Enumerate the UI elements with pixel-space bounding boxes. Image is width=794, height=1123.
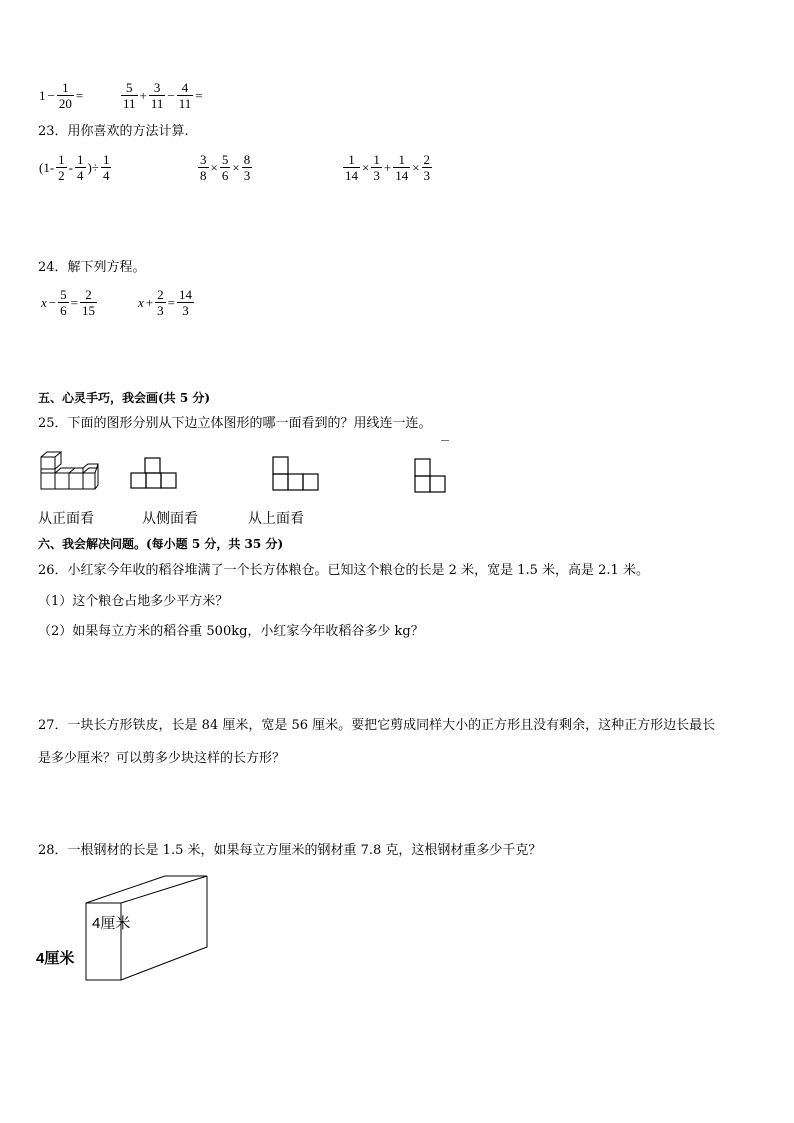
numerator: 1 [343,152,360,168]
operator: - [68,159,74,175]
q24-title: 24．解下列方程。 [38,260,146,275]
operator: + [139,87,147,103]
fraction [343,152,360,183]
variable: x [138,294,144,310]
denominator: 11 [150,96,164,111]
q26-sub1: （1）这个粮仓占地多少平方米？ [38,594,229,609]
steel-bar-figure [36,862,236,982]
equals-sign: = [75,87,84,103]
numerator: 1 [77,152,84,167]
operator: + [145,294,154,310]
fraction [57,80,74,111]
operator: − [167,87,175,103]
fraction [220,152,231,183]
numerator: 8 [243,152,251,167]
denominator: 3 [157,303,164,318]
equals-sign: = [195,87,203,103]
operator: × [362,159,370,175]
cube-stack-figure [38,451,100,491]
label-top-dimension: 4厘米 [92,915,131,932]
number: 1 [39,87,46,103]
q23-expr3 [342,152,433,183]
fraction [177,287,194,318]
denominator: 3 [373,168,380,183]
numerator: 14 [178,287,192,302]
denominator: 15 [81,303,95,318]
numerator: 2 [157,287,164,302]
denominator: 3 [243,168,251,183]
view-label-top: 从上面看 [248,511,304,527]
denominator: 20 [58,96,72,111]
q27-line2: 是多少厘米？可以剪多少块这样的长方形？ [38,751,286,766]
numerator: 1 [58,152,65,167]
denominator: 6 [60,303,67,318]
q27-line1: 27．一块长方形铁皮，长是 84 厘米，宽是 56 厘米。要把它剪成同样大小的正方形且没有剩余，这种正方形边长最长 [38,718,716,733]
q23-expr2 [197,152,253,183]
fraction [371,152,382,183]
fraction [56,152,67,183]
equals-sign: = [167,294,175,310]
numerator: 2 [80,287,97,303]
fraction [177,80,194,111]
fraction [121,80,138,111]
numerator: 5 [121,80,138,96]
fraction [393,152,410,183]
operator: − [47,87,55,103]
denominator: 8 [200,168,207,183]
numerator: 3 [200,152,207,167]
view-shape-3 [414,458,448,494]
operator: × [412,159,420,175]
view-label-side: 从侧面看 [142,511,198,527]
numerator: 1 [102,152,110,167]
q23-title: 23．用你喜欢的方法计算. [38,124,189,139]
numerator: 4 [177,80,194,96]
fraction [75,152,86,183]
fraction [58,287,69,318]
denominator: 11 [123,96,136,111]
q25-title: 25．下面的图形分别从下边立体图形的哪一面看到的？用线连一连。 [38,416,432,431]
q26-title: 26．小红家今年收的稻谷堆满了一个长方体粮仓。已知这个粮仓的长是 2 米，宽是 1.5 米，高是 2.1 米。 [38,563,649,578]
operator: )÷ [87,159,99,175]
q22-expr1 [38,80,84,111]
denominator: 3 [423,168,431,183]
numerator: 3 [149,80,166,96]
numerator: 5 [60,287,67,302]
equals-sign: = [70,294,78,310]
view-shape-2 [272,456,320,492]
denominator: 6 [221,168,229,183]
denominator: 14 [345,168,358,183]
q24-eq2 [137,287,195,318]
section-5-heading: 五、心灵手巧，我会画(共 5 分) [38,391,211,405]
operator: − [48,294,57,310]
operator: (1- [39,159,55,175]
operator: × [232,159,240,175]
operator: + [383,159,392,175]
fraction [422,152,433,183]
operator: × [210,159,218,175]
q28-title: 28．一根钢材的长是 1.5 米，如果每立方厘米的钢材重 7.8 克，这根钢材重多少千克？ [38,843,542,858]
numerator: 1 [57,80,74,96]
denominator: 2 [58,168,65,183]
fraction [155,287,166,318]
numerator: 1 [393,152,410,168]
view-shape-1 [130,457,178,491]
denominator: 4 [102,168,110,183]
q22-expr2 [120,80,204,111]
q24-eq1 [40,287,98,318]
denominator: 14 [395,168,409,183]
small-dash [441,440,449,441]
section-6-heading: 六、我会解决问题。(每小题 5 分，共 35 分) [38,537,284,551]
numerator: 2 [423,152,431,167]
view-label-front: 从正面看 [38,511,94,527]
numerator: 5 [221,152,229,167]
denominator: 3 [182,303,189,318]
numerator: 1 [373,152,380,167]
denominator: 11 [178,96,192,111]
denominator: 4 [77,168,84,183]
fraction [80,287,97,318]
label-side-dimension: 4厘米 [36,950,75,967]
q26-sub2: （2）如果每立方米的稻谷重 500kg，小红家今年收稻谷多少 kg？ [38,624,424,639]
q23-expr1 [38,152,112,183]
fraction [149,80,166,111]
variable: x [41,294,47,310]
fraction [198,152,209,183]
fraction [242,152,253,183]
fraction [101,152,112,183]
